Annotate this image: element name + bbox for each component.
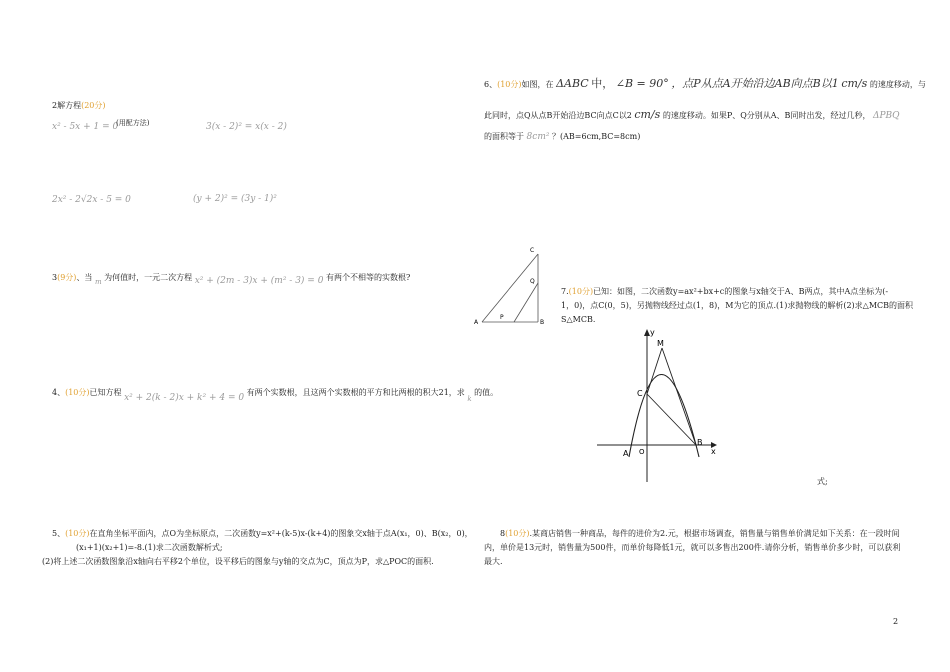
q8-line-1: 8(10分).某商店销售一种商品，每件的进价为2.元，根据市场调查，销售量与销售单价满足如下关系：在一段时间 [500, 529, 900, 538]
segment-mb [662, 348, 696, 445]
label-m: M [657, 339, 664, 348]
q6-line-3: 的面积等于 8cm² ？(AB=6cm,BC=8cm) [484, 132, 641, 142]
q7-line-3: S△MCB. [561, 315, 596, 324]
segment-pq [514, 283, 538, 322]
page-number: 2 [893, 617, 899, 626]
segment-cm [647, 348, 662, 394]
q5-line-3: (2)将上述二次函数图象沿x轴向右平移2个单位，设平移后的图象与y轴的交点为C，顶点为P，求△POC的面积. [42, 557, 434, 566]
q7-trailing-text: 式; [817, 477, 828, 486]
q2-equation-2: 3(x - 2)² = x(x - 2) [206, 122, 287, 132]
q4-text: 4、(10分)已知方程 x² + 2(k - 2)x + k² + 4 = 0 有两个实数根，且这两个实数根的平方和比两根的积大21，求 k 的值。 [52, 388, 499, 403]
q7-parabola-figure [593, 326, 723, 486]
q4-score: (10分) [65, 388, 90, 397]
q3-text: 3(9分)、当 m 为何值时，一元二次方程 x² + (2m - 3)x + (m² - 3) = 0 有两个不相等的实数根? [52, 273, 411, 286]
label-a: A [474, 319, 479, 326]
q2-equation-4: (y + 2)² = (3y - 1)² [193, 194, 277, 204]
q4-equation: x² + 2(k - 2)x + k² + 4 = 0 [124, 393, 245, 403]
q2-score: (20分) [81, 101, 106, 110]
q3-equation: x² + (2m - 3)x + (m² - 3) = 0 [194, 276, 324, 286]
q3-score: (9分) [57, 273, 77, 282]
q2-equation-3: 2x² - 2√2x - 5 = 0 [52, 195, 131, 205]
q6-line-1: 6、(10分)如图，在 ΔABC 中， ∠B = 90° ，点P从点A开始沿边AB向点B以1 cm/s 的速度移动，与 [484, 77, 926, 90]
label-c: C [637, 389, 643, 398]
q8-line-3: 最大. [484, 557, 503, 566]
q5-score: (10分) [65, 529, 90, 538]
q7-line-1: 7.(10分)已知：如图，二次函数y=ax²+bx+c的图象与x轴交于A、B两点，其中A点坐标为(- [561, 287, 889, 296]
label-y: y [650, 328, 655, 337]
label-a: A [623, 449, 629, 458]
q2-equation-1-note: (用配方法) [116, 119, 150, 127]
label-o: O [639, 448, 645, 456]
q8-line-2: 内，单价是13元时，销售量为500件，而单价每降低1元，就可以多售出200件.请你分析，销售单价多少时，可以获利 [484, 543, 901, 552]
q5-line-1: 5、(10分)在直角坐标平面内，点O为坐标原点，二次函数y=x²+(k-5)x-(k+4)的图象交x轴于点A(x₁，0)、B(x₂，0)， [52, 529, 473, 538]
label-q: Q [530, 278, 535, 285]
q8-score: (10分) [505, 529, 530, 538]
q6-triangle-figure [468, 240, 558, 332]
q5-line-2: (x₁+1)(x₂+1)=-8.(1)求二次函数解析式; [76, 543, 223, 552]
q7-line-2: 1，0)，点C(0，5)，另抛物线经过点(1，8)，M为它的顶点.(1)求抛物线的解析(2)求△MCB的面积 [561, 301, 914, 310]
label-b: B [540, 319, 545, 326]
label-x: x [711, 447, 716, 456]
q2-equation-1: x² - 5x + 1 = 0 [52, 122, 119, 132]
q6-score: (10分) [497, 80, 522, 89]
q2-heading: 2解方程(20分) [52, 101, 106, 110]
q7-score: (10分) [568, 287, 594, 296]
label-c: C [530, 247, 535, 254]
q6-line-2: 此同时，点Q从点B开始沿边BC向点C以2 cm/s 的速度移动。如果P、Q分别从A、B同时出发，经过几秒， ΔPBQ [484, 108, 900, 121]
triangle-side-ac [482, 254, 538, 322]
label-b: B [697, 438, 703, 447]
label-p: P [500, 314, 504, 321]
